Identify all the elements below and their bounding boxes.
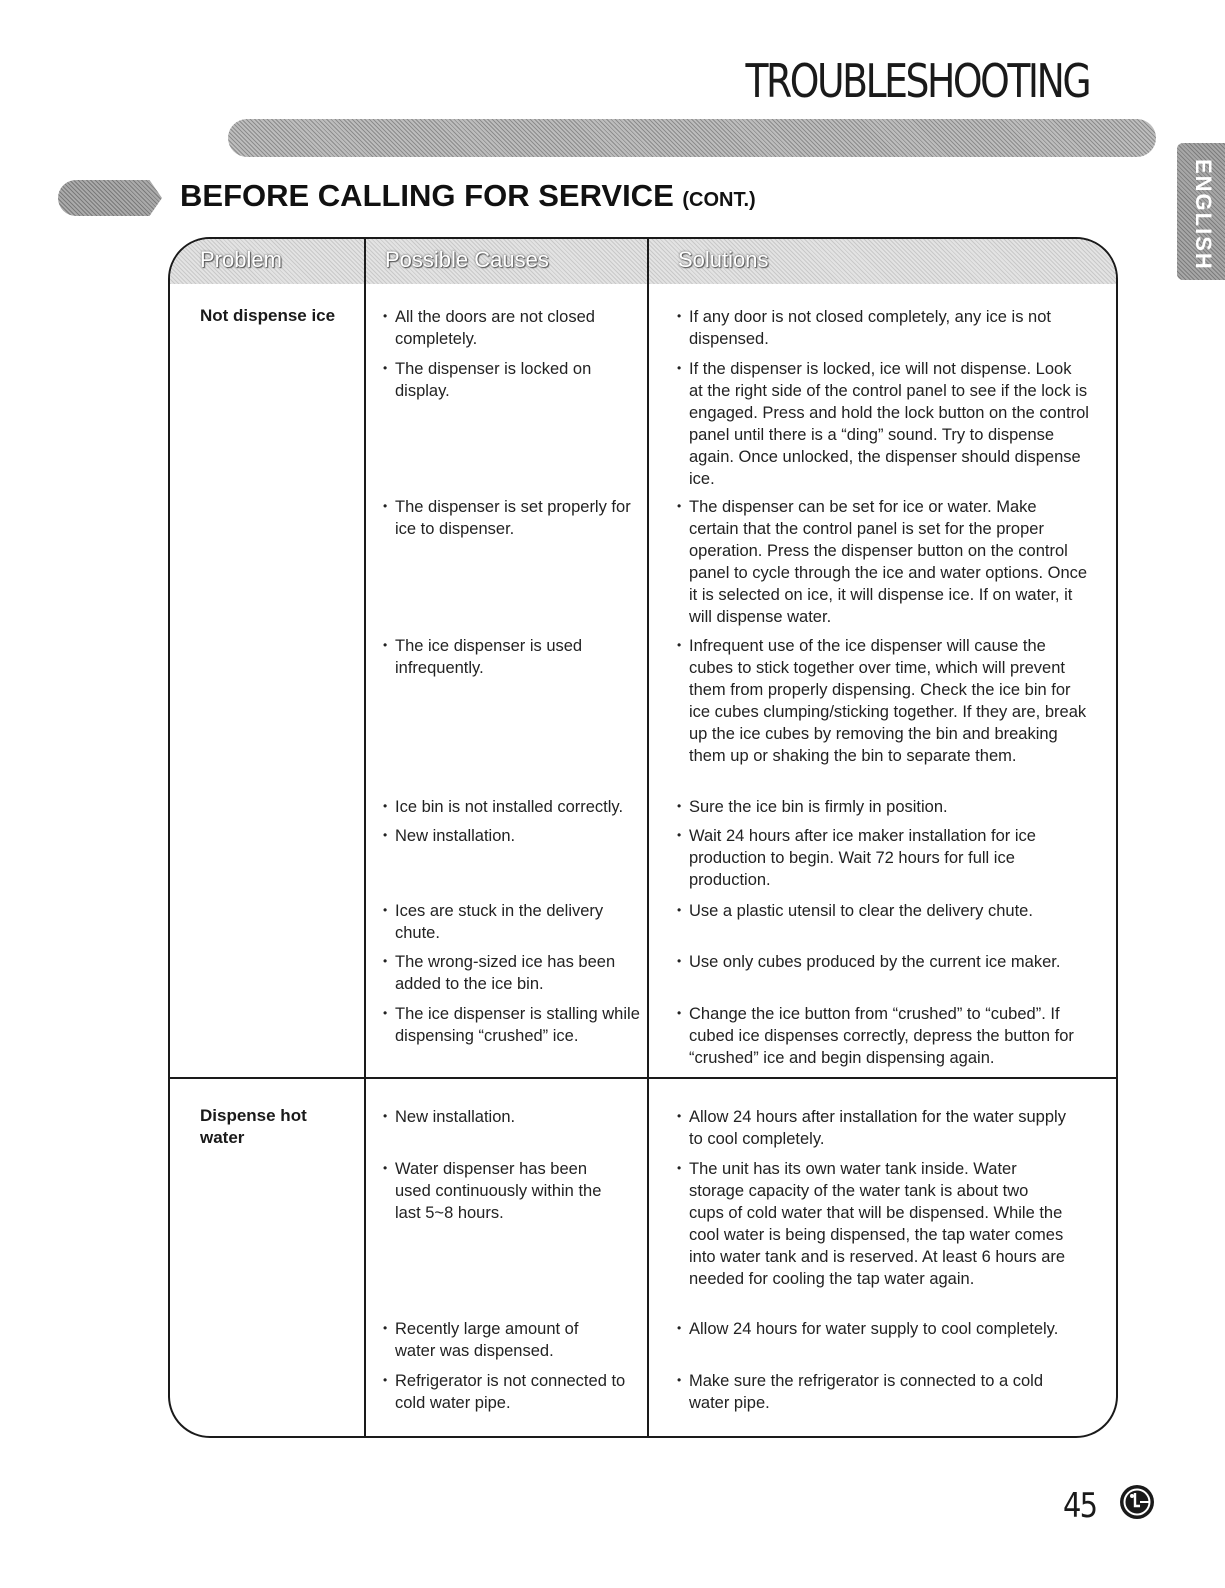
solution-text: • Use only cubes produced by the current ice maker.	[677, 950, 1089, 973]
cause-cell	[383, 950, 643, 995]
cause-cell	[383, 824, 643, 847]
cause-cell	[383, 495, 643, 540]
section-title-text: BEFORE CALLING FOR SERVICE	[180, 178, 674, 213]
cause-text: • Ices are stuck in the delivery chute.	[383, 899, 623, 944]
cause-cell	[383, 1317, 623, 1362]
section-title	[180, 178, 756, 214]
cause-text: • New installation.	[383, 1105, 623, 1128]
cause-text: • The dispenser is set properly for ice to dispenser.	[383, 495, 643, 540]
solution-cell	[677, 305, 1089, 350]
solution-text: • The dispenser can be set for ice or water. Make certain that the control panel is set for the proper operation. Press the dispenser button on the control panel to cycle through the ice and water options. Once it is selected on ice, it will dispense ice. If on water, it will dispense water.	[677, 495, 1089, 628]
cause-cell	[383, 357, 643, 402]
cause-text: • Ice bin is not installed correctly.	[383, 795, 647, 818]
cause-text: • Water dispenser has been used continuously within the last 5~8 hours.	[383, 1157, 623, 1224]
solution-text: • If any door is not closed completely, any ice is not dispensed.	[677, 305, 1089, 350]
title-decorative-bar	[228, 119, 1156, 157]
solution-text: • Allow 24 hours after installation for the water supply to cool completely.	[677, 1105, 1067, 1150]
solution-cell	[677, 899, 1089, 922]
row-divider	[170, 1077, 1116, 1079]
cause-text: • Refrigerator is not connected to cold water pipe.	[383, 1369, 633, 1414]
solution-text: • Sure the ice bin is firmly in position.	[677, 795, 1089, 818]
column-divider	[647, 239, 649, 1436]
troubleshooting-table	[168, 237, 1118, 1438]
column-divider	[364, 239, 366, 1436]
solution-cell	[677, 1157, 1067, 1290]
page-number: 45	[1062, 1486, 1097, 1526]
cause-cell	[383, 305, 643, 350]
language-tab-label: ENGLISH	[1191, 159, 1216, 271]
solution-cell	[677, 950, 1089, 973]
cause-text: • All the doors are not closed completely.	[383, 305, 643, 350]
solution-text: • Allow 24 hours for water supply to cool completely.	[677, 1317, 1067, 1340]
solution-cell	[677, 1002, 1089, 1069]
cause-cell	[383, 899, 623, 944]
language-tab	[1177, 143, 1225, 280]
cause-text: • The wrong-sized ice has been added to the ice bin.	[383, 950, 643, 995]
cause-text: • The ice dispenser is used infrequently.	[383, 634, 643, 679]
cause-cell	[383, 1369, 633, 1414]
solution-cell	[677, 1317, 1067, 1340]
solution-cell	[677, 357, 1089, 490]
cause-text: • The ice dispenser is stalling while dispensing “crushed” ice.	[383, 1002, 647, 1047]
problem-label: Dispense hot water	[200, 1106, 307, 1147]
solution-cell	[677, 495, 1089, 628]
solution-cell	[677, 1369, 1087, 1414]
column-header-causes: Possible Causes	[385, 247, 549, 272]
solution-cell	[677, 824, 1089, 891]
problem-label: Not dispense ice	[200, 306, 336, 325]
solution-text: • Make sure the refrigerator is connected to a cold water pipe.	[677, 1369, 1087, 1414]
cause-cell	[383, 634, 643, 679]
cause-cell	[383, 795, 647, 818]
solution-cell	[677, 1105, 1067, 1150]
section-marker	[58, 180, 162, 216]
solution-text: • The unit has its own water tank inside. Water storage capacity of the water tank is about two cups of cold water that will be dispensed. While the cool water is being dispensed, the tap water comes into water tank and is reserved. At least 6 hours are needed for cooling the tap water again.	[677, 1157, 1067, 1290]
cause-cell	[383, 1157, 623, 1224]
cause-cell	[383, 1002, 647, 1047]
section-title-suffix: (CONT.)	[682, 189, 756, 211]
cause-text: • Recently large amount of water was dispensed.	[383, 1317, 623, 1362]
solution-cell	[677, 795, 1089, 818]
solution-text: • Change the ice button from “crushed” to “cubed”. If cubed ice dispenses correctly, depress the button for “crushed” ice and begin dispensing again.	[677, 1002, 1089, 1069]
column-header-solutions: Solutions	[678, 247, 769, 272]
page-title: TROUBLESHOOTING	[745, 54, 1089, 108]
cause-text: • The dispenser is locked on display.	[383, 357, 643, 402]
solution-text: • Use a plastic utensil to clear the delivery chute.	[677, 899, 1089, 922]
solution-text: • Wait 24 hours after ice maker installation for ice production to begin. Wait 72 hours for full ice production.	[677, 824, 1089, 891]
cause-cell	[383, 1105, 623, 1128]
solution-cell	[677, 634, 1089, 767]
column-header-problem: Problem	[200, 247, 282, 272]
cause-text: • New installation.	[383, 824, 643, 847]
solution-text: • Infrequent use of the ice dispenser will cause the cubes to stick together over time, which will prevent them from properly dispensing. Check the ice bin for ice cubes clumping/sticking together. If they are, break up the ice cubes by removing the bin and breaking them up or shaking the bin to separate them.	[677, 634, 1089, 767]
solution-text: • If the dispenser is locked, ice will not dispense. Look at the right side of the control panel to see if the lock is engaged. Press and hold the lock button on the control panel until there is a “ding” sound. Try to dispense again. Once unlocked, the dispenser should dispense ice.	[677, 357, 1089, 490]
lg-logo-icon	[1119, 1484, 1155, 1520]
table-header	[170, 239, 1116, 284]
